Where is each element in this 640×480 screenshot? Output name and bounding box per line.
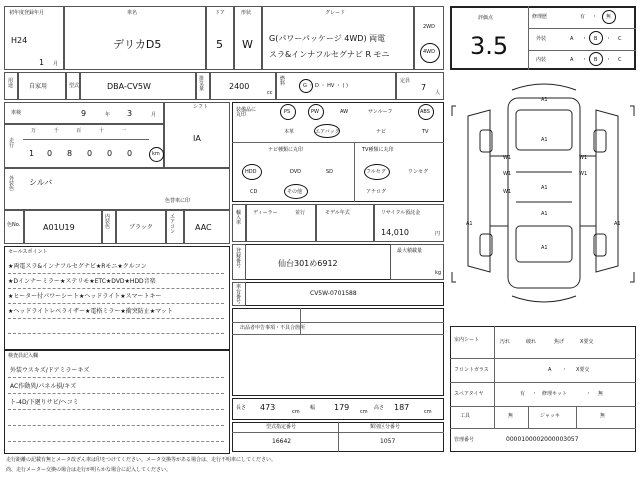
class-value: 1057 (380, 438, 396, 445)
inspector-label: 検査員記入欄 (8, 353, 39, 359)
reg-month-unit: 月 (53, 61, 59, 67)
spare-option: 修理キット (542, 391, 567, 397)
odo-digits-label: 万 千 百 十 一 (31, 128, 135, 134)
model-value: 16642 (272, 438, 292, 445)
capacity-value: 7 (421, 83, 427, 92)
interior-color-label-cell (102, 210, 116, 244)
sheet-option: 焦げ (554, 339, 565, 345)
inspection-month: 3 (127, 109, 133, 118)
use-value: 自家用 (29, 83, 48, 90)
navi-label: ナビ種類に丸印 (268, 147, 304, 153)
interior-color-value-cell (116, 210, 166, 244)
diagram-label: A1 (541, 245, 548, 251)
shift-cell (164, 102, 230, 168)
score-value: 3.5 (470, 32, 509, 60)
wd-value: 4WD (423, 49, 435, 55)
chassis-label: 車台番号 (236, 284, 242, 305)
capacity-cell (396, 72, 444, 100)
tv-item: ワンセグ (408, 169, 429, 175)
inspector-line: ト-4D/下廻りサビ/ヘコミ (10, 399, 79, 406)
ac-label: エアコン (170, 214, 176, 235)
shift-label: シフト (193, 104, 209, 110)
sales-line: ★Dインナーミラー★ステリモ★ETC★DVD★HDD音楽 (8, 278, 156, 285)
type-label-cell (66, 72, 80, 100)
plate-label: 登録番号 (236, 248, 242, 269)
color-no-value-cell (24, 210, 102, 244)
spare-option: ・ (532, 391, 538, 397)
interior-color-value: ブラック (129, 224, 153, 231)
odo-unit: km (152, 151, 160, 157)
recycle-label: リサイクル預託金 (381, 210, 421, 216)
interior-option: C (618, 57, 622, 63)
navi-item: HDD (245, 169, 257, 175)
spare-option: 有 (520, 391, 526, 397)
color-value: シルバ (29, 178, 53, 187)
color-no-value: A01U19 (43, 223, 75, 232)
equip-item: PW (311, 109, 319, 115)
tv-item: フルセグ (366, 169, 386, 175)
diagram-label: W1 (579, 155, 588, 161)
displacement-label: 排気量 (199, 76, 205, 92)
inspection-year-unit: 年 (105, 112, 111, 118)
use-label-cell (4, 72, 18, 100)
shape-value: W (242, 38, 253, 51)
color-no-label-cell (4, 210, 24, 244)
dealer-cell (246, 204, 316, 242)
grade-line2: スラ&インナフルセグナビ R モニ (269, 50, 390, 59)
ac-label-cell (166, 210, 184, 244)
diagram-label: A1 (541, 97, 548, 103)
tools-label: 工具 (460, 413, 471, 419)
navi-item: その他 (287, 189, 303, 195)
diagram-label: A1 (541, 211, 548, 217)
wd-cell (414, 6, 444, 70)
diagram-label: W1 (503, 171, 512, 177)
import-label-cell (232, 204, 246, 242)
class-label: 類別区分番号 (370, 424, 401, 430)
odo-digits (23, 139, 149, 165)
width-label: 幅 (310, 405, 316, 411)
diagram-label: A1 (541, 137, 548, 143)
front-glass-option: A (548, 367, 552, 373)
capacity-label: 定員 (400, 78, 411, 84)
odo-digit: 1 (29, 149, 35, 158)
kg-unit: kg (435, 270, 442, 276)
equip-item: ABS (420, 109, 430, 115)
exterior-option: A (570, 36, 574, 42)
car-name-cell (64, 6, 206, 70)
grade-cell (262, 6, 414, 70)
reg-year-cell (4, 6, 64, 70)
diagram-label: A1 (466, 221, 473, 227)
repair-option: ・ (592, 14, 598, 20)
notice-label: 出品者申告事項・不具合箇所 (240, 325, 306, 331)
spare-option: ・ (586, 391, 592, 397)
model-year-cell (316, 204, 374, 242)
shape-cell (234, 6, 262, 70)
chassis-value: CV5W-0701588 (310, 290, 357, 297)
max-load-label: 最大積載量 (397, 248, 423, 254)
parallel-label: 並行 (295, 210, 306, 216)
footnote-line2: 尚、走行メーター交換の場合は走行が明らかな場合に記入してください。 (6, 467, 172, 473)
equip-item-row2: ナビ (376, 129, 387, 135)
equip-item-row2: 本革 (284, 129, 295, 135)
front-glass-label: フロントガラス (454, 367, 489, 373)
model-label: 型式指定番号 (266, 424, 297, 430)
cc-unit: cc (267, 90, 273, 96)
jack-label: ジャッキ (540, 413, 560, 419)
color-cell (4, 168, 230, 210)
use-value-cell (18, 72, 66, 100)
navi-item: SD (326, 169, 334, 175)
diagram-label: A1 (541, 185, 548, 191)
odo-digit: 0 (127, 149, 133, 158)
equip-item: サンルーフ (368, 109, 393, 115)
fuel-options: G ・ D ・ HV ・ ( ) (303, 83, 348, 89)
ac-value: AAC (195, 223, 212, 232)
sheet-option: 破れ (526, 339, 537, 345)
model-year-label: モデル年式 (325, 210, 350, 216)
plate-value: 仙台301め6912 (278, 259, 338, 268)
fuel-cell (276, 72, 396, 100)
exterior-option: B (594, 36, 598, 42)
type-label: 型式 (69, 83, 80, 89)
doors-label: ドア (215, 10, 225, 16)
odo-label: 走行 (9, 138, 15, 149)
interior-option: ・ (606, 57, 612, 63)
color-label: 外装色 (9, 176, 15, 192)
equip-item: AW (340, 109, 349, 115)
recycle-cell (374, 204, 444, 242)
chassis-label-cell (232, 282, 246, 306)
navi-item: DVD (290, 169, 302, 175)
odo-digit: 8 (67, 149, 73, 158)
right-table (450, 326, 636, 452)
inspector-line: AC作動異/パネル損/キズ (10, 383, 77, 390)
doors-cell (206, 6, 234, 70)
diagram-label: W1 (503, 155, 512, 161)
odo-digit: 0 (47, 149, 53, 158)
car-diagram (450, 76, 636, 320)
sheet-option: 汚れ (500, 339, 511, 345)
height-label: 高さ (374, 405, 385, 411)
tv-item: アナログ (366, 189, 387, 195)
fuel-label: 燃料 (280, 76, 286, 87)
color-no-label: 色No. (7, 222, 21, 228)
interior-color-label: 内装色 (105, 214, 111, 230)
grade-label: グレード (325, 10, 346, 16)
repair-option: 無 (606, 14, 612, 20)
displacement-value-cell (210, 72, 276, 100)
diagram-label: A1 (614, 221, 621, 227)
sales-line: ★ヘッドライトレベライザー★電格ミラー★衝突防止★マット (8, 308, 173, 315)
reg-month-value: 1 (39, 58, 45, 67)
equipment-block (232, 102, 444, 202)
type-value-cell (80, 72, 196, 100)
wd-label: 2WD (423, 24, 435, 30)
type-value: DBA-CV5W (107, 82, 151, 91)
max-load-cell (390, 244, 444, 280)
score-label: 評価点 (478, 15, 494, 21)
repair-option: 有 (580, 14, 586, 20)
recycle-yen: 円 (435, 231, 441, 237)
spare-label: スペアタイヤ (454, 391, 484, 397)
tools-value: 無 (508, 413, 514, 419)
equip-item-row2: TV (422, 129, 429, 135)
reg-year-value: H24 (11, 36, 28, 45)
exterior-option: ・ (582, 36, 588, 42)
inspection-year: 9 (81, 109, 87, 118)
exterior-option: C (618, 36, 622, 42)
sales-line: ★ヒーター付パワーシート★ヘッドライト★スマートキー (8, 293, 162, 300)
equip-item: PS (284, 109, 291, 115)
repair-label: 修理歴 (532, 14, 548, 20)
displacement-label-cell (196, 72, 210, 100)
plate-label-cell (232, 244, 246, 280)
manage-value: 0000100002000003057 (506, 436, 579, 443)
diagram-label: W1 (503, 189, 512, 195)
car-name-label: 車名 (127, 10, 138, 16)
displacement-value: 2400 (229, 82, 250, 91)
equipment-label: 装備品に丸印 (236, 107, 257, 118)
length-label: 長さ (236, 405, 247, 411)
sales-point-label: セールスポイント (8, 249, 48, 255)
sales-line: ★両電スラ&インナフルセグナビ★Rモニ★クルコン (8, 263, 147, 270)
front-glass-option: ・ (562, 367, 568, 373)
height-unit: cm (424, 409, 432, 415)
sheet-label: 室内シート (454, 337, 480, 343)
odo-digit: 0 (87, 149, 93, 158)
diagram-label: W1 (579, 171, 588, 177)
width-unit: cm (360, 409, 368, 415)
front-glass-option: X要交 (576, 367, 590, 373)
inspection-month-unit: 月 (151, 112, 157, 118)
inspector-line: 外装ウスキズ/ドアミラーキズ (10, 367, 90, 374)
jack-value: 無 (600, 413, 606, 419)
interior-option: A (570, 57, 574, 63)
person-unit: 人 (435, 90, 441, 96)
use-label: 用途 (8, 78, 14, 89)
manage-label: 管理番号 (454, 437, 475, 443)
interior-option: ・ (582, 57, 588, 63)
inspection-label: 車検 (11, 110, 22, 116)
inspection-cell (4, 102, 164, 124)
navi-item: CD (250, 189, 258, 195)
car-name-value: デリカD5 (113, 38, 162, 51)
footnote-line1: 走行距離の記載有無とメータ改ざん車は印をつけてください。メータ交換等がある場合は、走行不明車にしてください。 (6, 457, 277, 463)
exterior-label: 外装 (536, 36, 547, 42)
tv-label: TV種類に丸印 (362, 147, 394, 153)
spare-option: 無 (598, 391, 604, 397)
length-value: 473 (260, 403, 276, 412)
interior-label: 内装 (536, 57, 547, 63)
recycle-amount: 14,010 (381, 228, 409, 237)
doors-value: 5 (216, 38, 223, 51)
width-value: 179 (334, 403, 350, 412)
shape-label: 形状 (241, 10, 252, 16)
dealer-label: ディーラー (253, 210, 278, 216)
grade-line1: G(パワーパッケージ 4WD) 両電 (269, 34, 386, 43)
odo-digit: 0 (107, 149, 113, 158)
ac-value-cell (184, 210, 230, 244)
height-value: 187 (394, 403, 410, 412)
odo-cell (4, 124, 164, 168)
import-label: 輸入車 (236, 210, 242, 226)
interior-option: B (594, 57, 598, 63)
color-change-note: 色替車に印 (165, 198, 191, 204)
length-unit: cm (292, 409, 300, 415)
shift-value: IA (193, 134, 201, 143)
reg-year-label: 初年度登録年月 (9, 10, 45, 16)
exterior-option: ・ (606, 36, 612, 42)
sheet-option: X要交 (580, 339, 594, 345)
equip-item-row2: エアバッグ (315, 129, 340, 135)
